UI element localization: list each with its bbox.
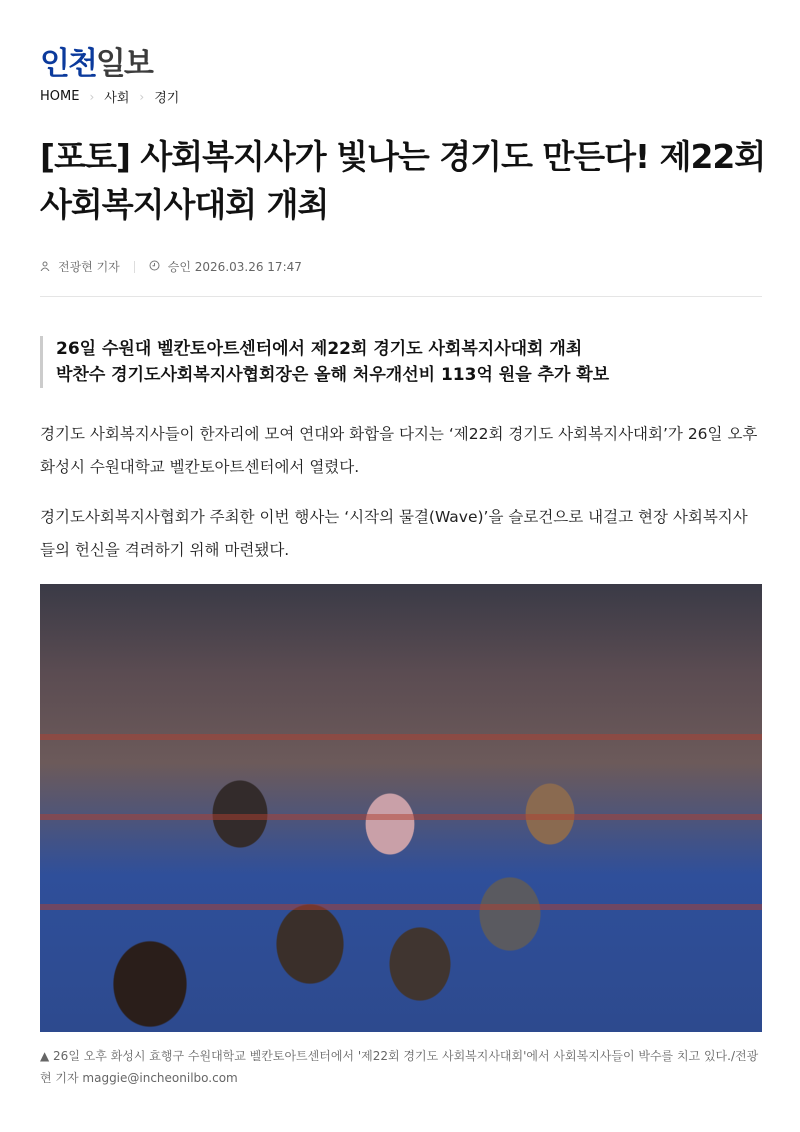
- divider: [40, 296, 762, 297]
- clock-icon: [149, 260, 160, 274]
- article-photo[interactable]: [40, 584, 762, 1032]
- breadcrumb: [40, 87, 179, 106]
- divider: [134, 261, 135, 273]
- article-subtitle: [40, 336, 609, 388]
- person-icon: [40, 260, 50, 274]
- breadcrumb-society[interactable]: 사회: [104, 91, 130, 106]
- chevron-right-icon: ›: [139, 89, 145, 104]
- paragraph: 경기도사회복지사협회가 주최한 이번 행사는 ‘시작의 물결(Wave)’을 슬로건으로 내걸고 현장 사회복지사들의 헌신을 격려하기 위해 마련됐다.: [40, 508, 748, 559]
- breadcrumb-gyeonggi[interactable]: 경기: [154, 91, 180, 106]
- subtitle-line: 26일 수원대 벨칸토아트센터에서 제22회 경기도 사회복지사대회 개최: [56, 339, 583, 359]
- breadcrumb-home[interactable]: HOME: [40, 89, 80, 104]
- approved-date: 승인 2026.03.26 17:47: [167, 260, 302, 274]
- subtitle-line: 박찬수 경기도사회복지사협회장은 올해 처우개선비 113억 원을 추가 확보: [56, 365, 610, 385]
- byline: [40, 258, 302, 275]
- author[interactable]: 전광현 기자: [58, 260, 120, 274]
- paragraph: 경기도 사회복지사들이 한자리에 모여 연대와 화합을 다지는 ‘제22회 경기도 사회복지사대회’가 26일 오후 화성시 수원대학교 벨칸토아트센터에서 열렸다.: [40, 425, 758, 476]
- chevron-right-icon: ›: [89, 89, 95, 104]
- photo-caption: ▲ 26일 오후 화성시 효행구 수원대학교 벨칸토아트센터에서 '제22회 경기도 사회복지사대회'에서 사회복지사들이 박수를 치고 있다./전광현 기자 maggie@incheonilbo.com: [40, 1049, 759, 1085]
- article-title: [포토] 사회복지사가 빛나는 경기도 만든다! 제22회 사회복지사대회 개최: [40, 137, 766, 224]
- site-logo[interactable]: 인천일보: [40, 46, 152, 82]
